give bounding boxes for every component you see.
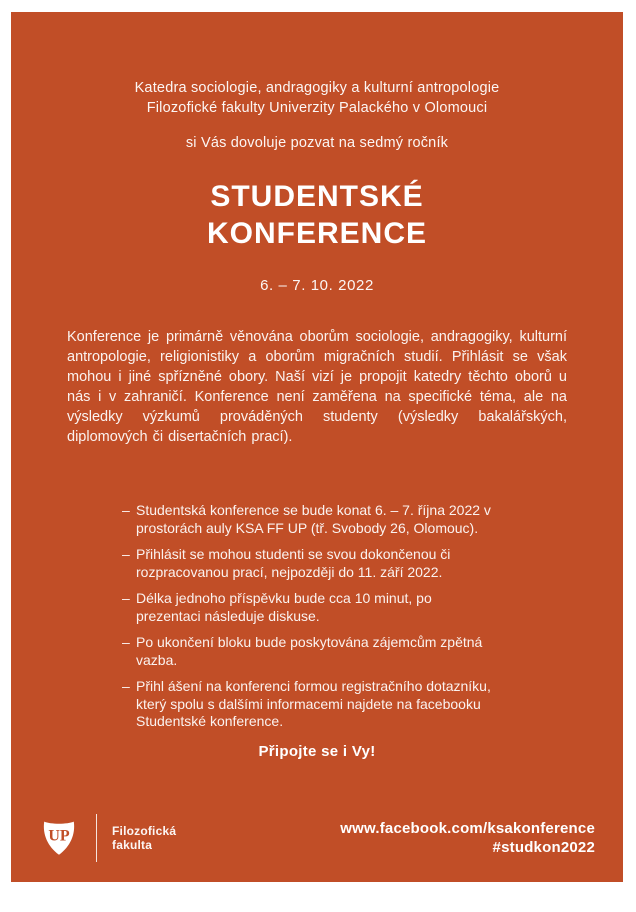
list-item-text: Studentská konference se bude konat 6. – 7. října 2022 v prostorách auly KSA FF UP (tř. Svobody 26, Olomouc). [136, 502, 491, 536]
page-title [11, 178, 623, 252]
bullet-dash: – [122, 634, 130, 650]
organizer-block [11, 79, 623, 118]
bullet-dash: – [122, 678, 130, 694]
bullet-dash: – [122, 546, 130, 562]
logo-monogram: UP [48, 827, 70, 845]
faculty-line2: fakulta [112, 838, 153, 852]
call-to-action: Připojte se i Vy! [258, 742, 376, 760]
bullet-dash: – [122, 590, 130, 606]
organizer-line2: Filozofické fakulty Univerzity Palackého v Olomouci [146, 99, 488, 116]
faculty-name [112, 824, 176, 852]
invitation-line: si Vás dovoluje pozvat na sedmý ročník [185, 135, 449, 151]
facebook-url: www.facebook.com/ksakonference [340, 820, 595, 837]
event-date: 6. – 7. 10. 2022 [260, 277, 374, 294]
list-item-text: Po ukončení bloku bude poskytována zájemcům zpětná vazba. [136, 634, 483, 668]
title-line1: STUDENTSKÉ [210, 180, 424, 213]
shield-icon [42, 819, 76, 857]
bullet-dash: – [122, 502, 130, 518]
footer-divider [96, 814, 97, 862]
list-item-text: Délka jednoho příspěvku bude cca 10 minut, po prezentaci následuje diskuse. [136, 590, 432, 624]
list-item [122, 546, 494, 581]
list-item [122, 590, 494, 625]
conference-poster [11, 12, 623, 882]
title-line2: KONFERENCE [206, 217, 427, 250]
hashtag: #studkon2022 [492, 839, 595, 856]
list-item [122, 634, 494, 669]
list-item [122, 502, 494, 537]
university-logo [42, 819, 76, 857]
organizer-line1: Katedra sociologie, andragogiky a kulturní antropologie [134, 80, 500, 96]
footer [11, 806, 623, 882]
list-item-text: Přihlásit se mohou studenti se svou dokončenou či rozpracovanou prací, nejpozději do 11. září 2022. [136, 546, 451, 580]
faculty-line1: Filozofická [112, 824, 177, 838]
info-list [122, 502, 494, 731]
intro-paragraph: Konference je primárně věnována oborům sociologie, andragogiky, kulturní antropologie, religionistiky a oborům migračních studií. Přihlásit se však mohou i jiné spřízněné obory. Naší vizí je propojit katedry těchto oborů u nás i v zahraničí. Konference není zaměřena na specifické téma, ale na výsledky výzkumů prováděných studenty (výsledky bakalářských, diplomových či disertačních prací). [67, 329, 567, 445]
list-item-text: Přihl ášení na konferenci formou registračního dotazníku, který spolu s dalšími informacemi najdete na facebooku Studentské konference. [136, 678, 491, 729]
list-item [122, 678, 494, 731]
social-links [340, 819, 595, 857]
